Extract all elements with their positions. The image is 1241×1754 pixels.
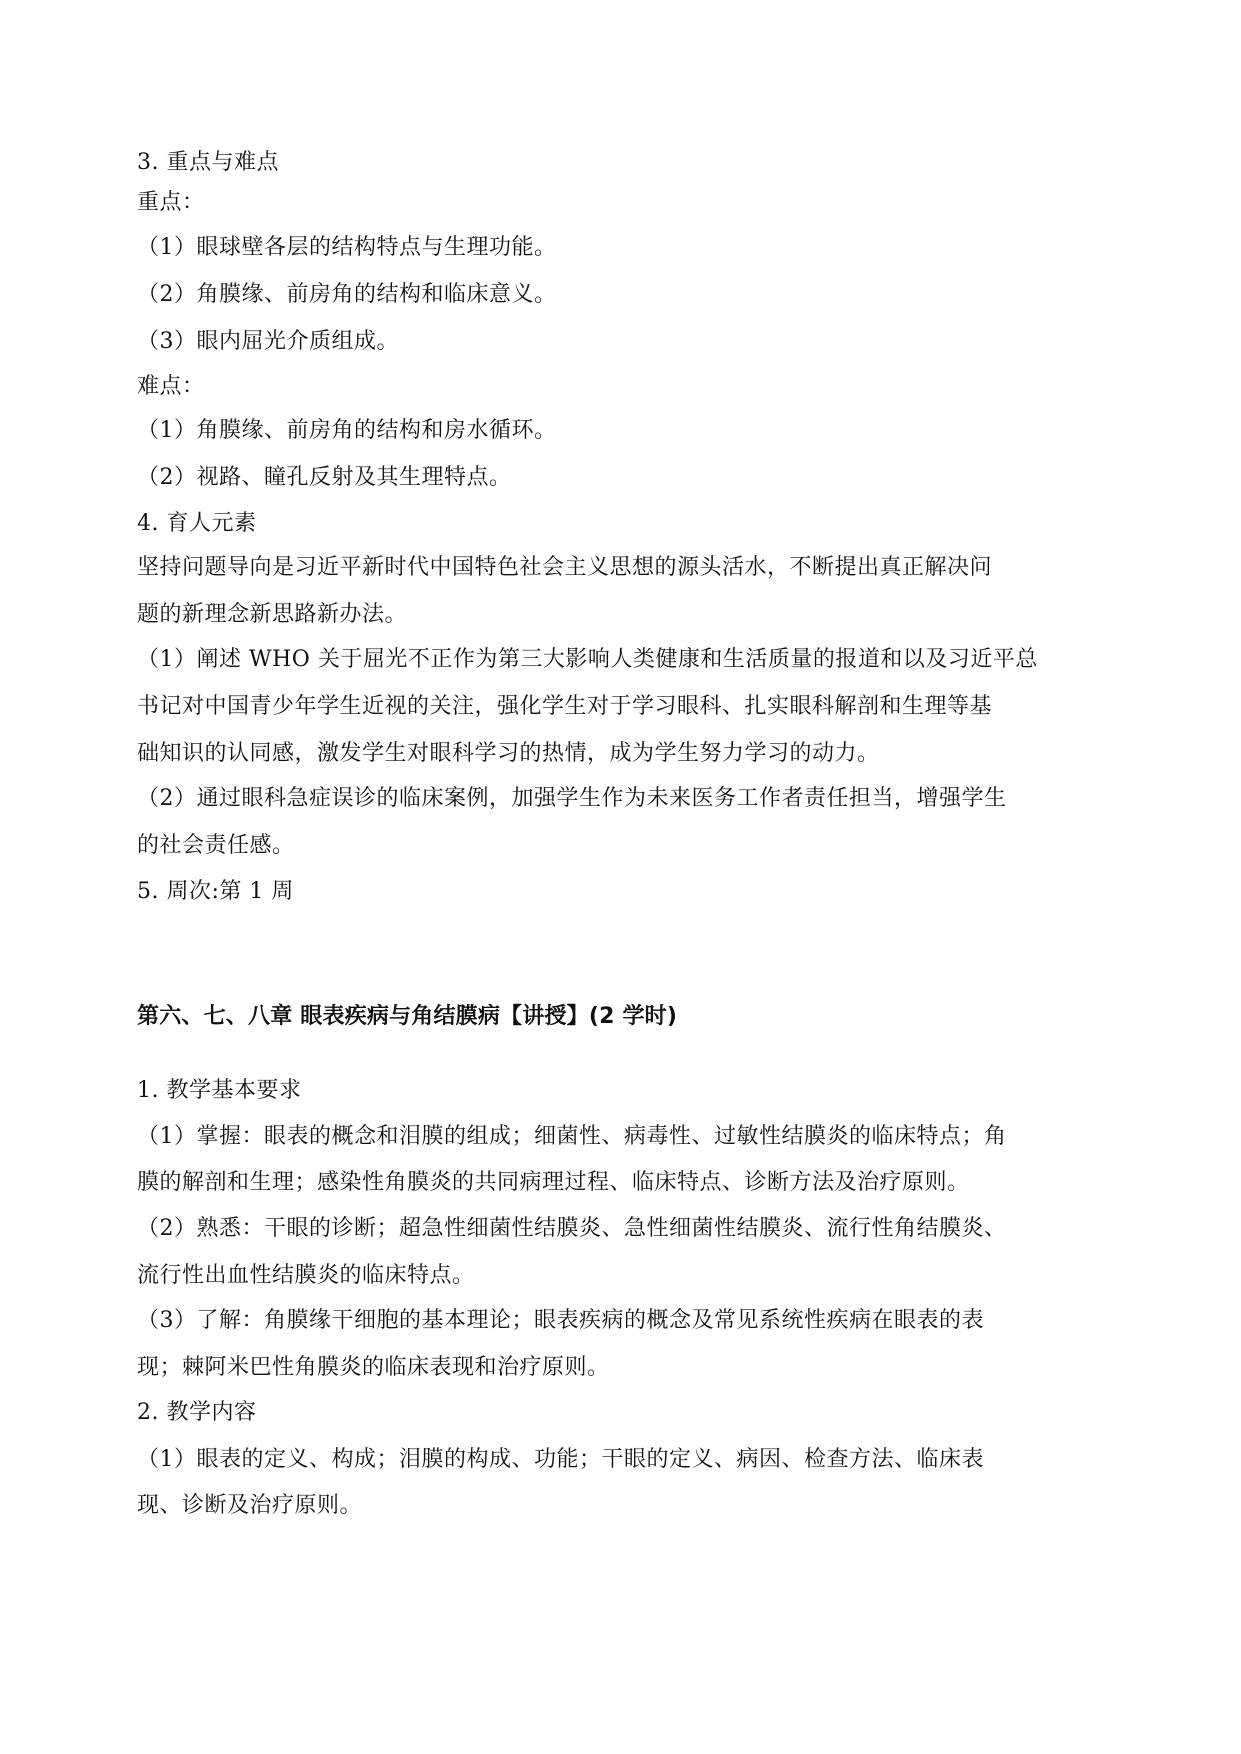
key-point-item: （1）眼球壁各层的结构特点与生理功能。 bbox=[137, 235, 557, 260]
paragraph-line: 书记对中国青少年学生近视的关注，强化学生对于学习眼科、扎实眼科解剖和生理等基 bbox=[137, 694, 993, 719]
section-heading-education-elements: 4. 育人元素 bbox=[137, 511, 257, 536]
key-points-label: 重点： bbox=[137, 190, 205, 215]
section-heading-key-points: 3. 重点与难点 bbox=[137, 150, 279, 175]
section-heading-teaching-requirements: 1. 教学基本要求 bbox=[137, 1078, 302, 1103]
paragraph-line: （2）通过眼科急症误诊的临床案例，加强学生作为未来医务工作者责任担当，增强学生 bbox=[137, 786, 1007, 811]
difficulty-item: （1）角膜缘、前房角的结构和房水循环。 bbox=[137, 418, 557, 443]
difficulty-item: （2）视路、瞳孔反射及其生理特点。 bbox=[137, 465, 512, 490]
paragraph-line: 流行性出血性结膜炎的临床特点。 bbox=[137, 1263, 475, 1288]
paragraph-line: 题的新理念新思路新办法。 bbox=[137, 602, 408, 627]
paragraph-line: （2）熟悉：干眼的诊断；超急性细菌性结膜炎、急性细菌性结膜炎、流行性角结膜炎、 bbox=[137, 1216, 1007, 1241]
key-point-item: （3）眼内屈光介质组成。 bbox=[137, 329, 399, 354]
paragraph-line: 膜的解剖和生理；感染性角膜炎的共同病理过程、临床特点、诊断方法及治疗原则。 bbox=[137, 1170, 970, 1195]
difficulties-label: 难点： bbox=[137, 374, 205, 399]
section-heading-teaching-content: 2. 教学内容 bbox=[137, 1400, 257, 1425]
paragraph-line: （1）阐述 WHO 关于屈光不正作为第三大影响人类健康和生活质量的报道和以及习近平总 bbox=[137, 647, 1038, 672]
paragraph-line: （1）掌握：眼表的概念和泪膜的组成；细菌性、病毒性、过敏性结膜炎的临床特点；角 bbox=[137, 1124, 1007, 1149]
paragraph-line: （3）了解：角膜缘干细胞的基本理论；眼表疾病的概念及常见系统性疾病在眼表的表 bbox=[137, 1308, 984, 1333]
paragraph-line: 坚持问题导向是习近平新时代中国特色社会主义思想的源头活水，不断提出真正解决问 bbox=[137, 555, 993, 580]
paragraph-line: 的社会责任感。 bbox=[137, 833, 295, 858]
section-heading-week: 5. 周次:第 1 周 bbox=[137, 879, 294, 904]
paragraph-line: 础知识的认同感，激发学生对眼科学习的热情，成为学生努力学习的动力。 bbox=[137, 741, 880, 766]
key-point-item: （2）角膜缘、前房角的结构和临床意义。 bbox=[137, 282, 557, 307]
paragraph-line: 现；棘阿米巴性角膜炎的临床表现和治疗原则。 bbox=[137, 1355, 610, 1380]
chapter-title: 第六、七、八章 眼表疾病与角结膜病【讲授】(2 学时) bbox=[137, 1004, 678, 1029]
paragraph-line: 现、诊断及治疗原则。 bbox=[137, 1493, 363, 1518]
paragraph-line: （1）眼表的定义、构成；泪膜的构成、功能；干眼的定义、病因、检查方法、临床表 bbox=[137, 1447, 984, 1472]
